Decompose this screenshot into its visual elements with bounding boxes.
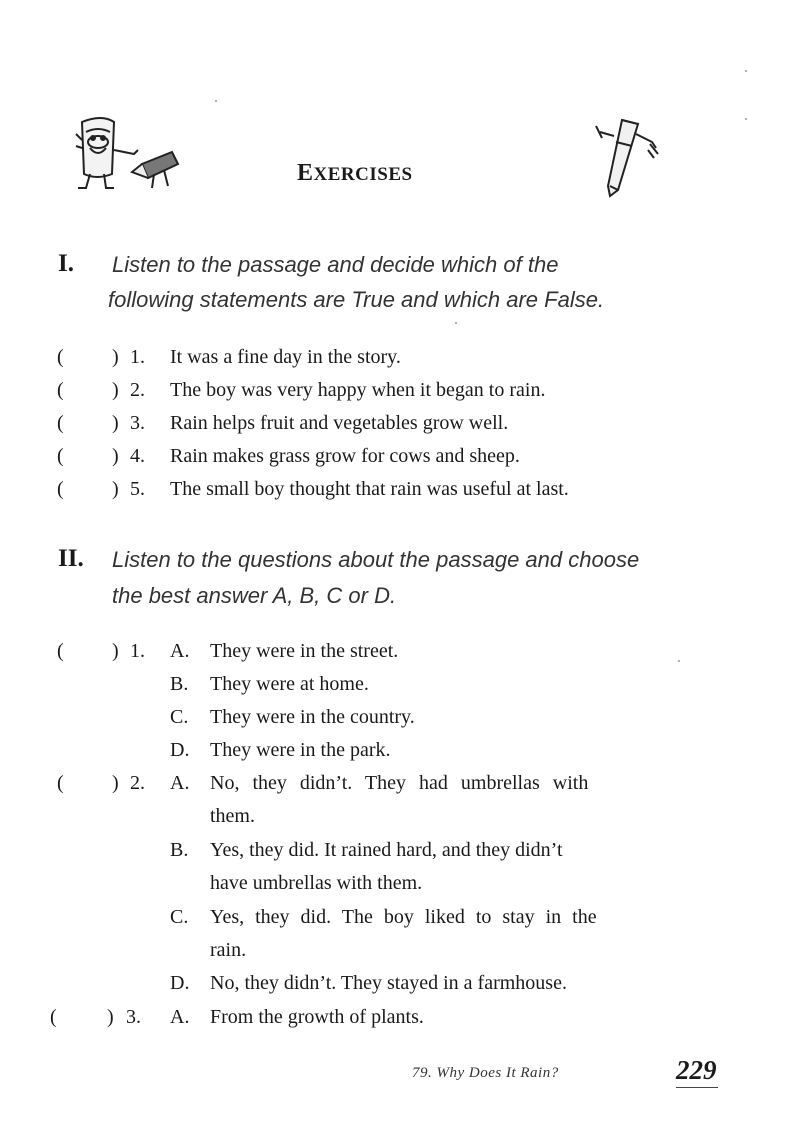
- question-1-option-b: B. They were at home.: [170, 673, 369, 695]
- scan-speck: [745, 70, 747, 72]
- question-2-option-d: D. No, they didn’t. They stayed in a farmhouse.: [170, 972, 567, 994]
- list-item: ( ) 1. It was a fine day in the story.: [57, 346, 401, 368]
- section-2-instruction-line-2: the best answer A, B, C or D.: [112, 583, 397, 608]
- question-2-option-a-cont: them.: [210, 805, 255, 827]
- question-2-option-a: ( ) 2. A. No, they didn’t. They had umbrellas with: [57, 772, 589, 794]
- section-1-instruction-line-1: Listen to the passage and decide which of the: [112, 252, 559, 277]
- scan-speck: [215, 100, 217, 102]
- question-1-option-d: D. They were in the park.: [170, 739, 391, 761]
- question-2-option-c: C. Yes, they did. The boy liked to stay in the: [170, 906, 597, 928]
- list-item: ( ) 2. The boy was very happy when it began to rain.: [57, 379, 546, 401]
- page-number: 229: [676, 1055, 717, 1085]
- page-number-underline: [676, 1087, 718, 1088]
- section-1-numeral: I.: [58, 250, 74, 277]
- page-title: EXERCISES: [297, 160, 413, 186]
- question-2-option-c-cont: rain.: [210, 939, 247, 961]
- cartoon-pencil-icon: [592, 112, 662, 202]
- scan-speck: [455, 322, 457, 324]
- list-item: ( ) 4. Rain makes grass grow for cows and sheep.: [57, 445, 520, 467]
- running-title: 79. Why Does It Rain?: [412, 1065, 559, 1081]
- section-2-instruction-line-1: Listen to the questions about the passage and choose: [112, 547, 640, 572]
- question-2-option-b-cont: have umbrellas with them.: [210, 872, 423, 894]
- question-3-option-a: ( ) 3. A. From the growth of plants.: [50, 1006, 424, 1028]
- section-2-numeral: II.: [58, 545, 84, 572]
- list-item: ( ) 3. Rain helps fruit and vegetables grow well.: [57, 412, 509, 434]
- scan-speck: [745, 118, 747, 120]
- question-1-option-c: C. They were in the country.: [170, 706, 415, 728]
- question-1-option-a: ( ) 1. A. They were in the street.: [57, 640, 399, 662]
- list-item: ( ) 5. The small boy thought that rain was useful at last.: [57, 478, 569, 500]
- section-1-instruction-line-2: following statements are True and which are False.: [108, 287, 605, 312]
- scan-speck: [678, 660, 680, 662]
- cartoon-cup-and-pencil-icon: [72, 112, 187, 192]
- question-2-option-b: B. Yes, they did. It rained hard, and they didn’t: [170, 839, 563, 861]
